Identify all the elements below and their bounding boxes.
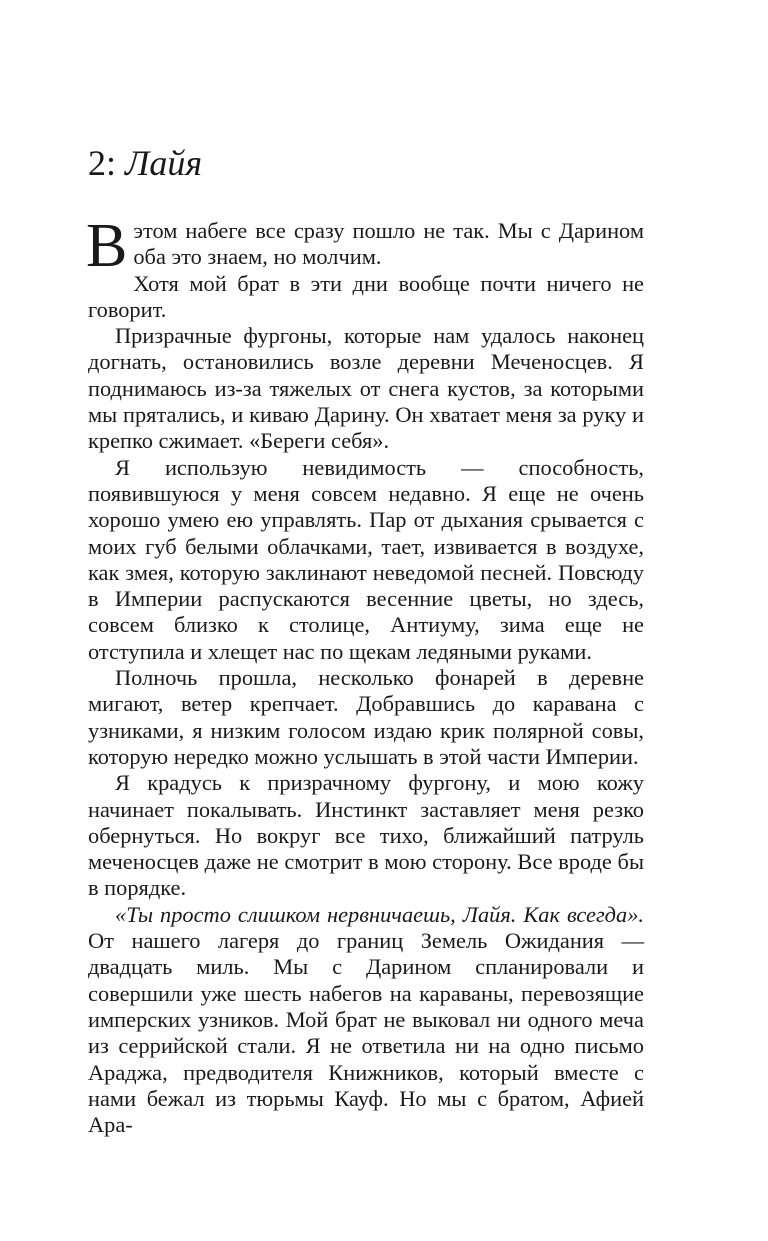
chapter-body xyxy=(86,212,644,1138)
paragraph-2 xyxy=(88,271,644,324)
paragraph-1 xyxy=(86,212,644,280)
paragraph-7 xyxy=(88,902,644,1139)
paragraph-7-text: От нашего лагеря до границ Земель Ожидания — двадцать миль. Мы с Дарином спланировали и совершили уже шесть набегов на караваны, перевозящие имперских узников. Мой брат не выковал ни одного меча из серрийской стали. Я не ответила ни на одно письмо Араджа, предводителя Книжников, который вместе с нами бежал из тюрьмы Кауф. Но мы с братом, Афией Ара- xyxy=(88,928,644,1138)
book-page xyxy=(88,0,644,1241)
paragraph-3 xyxy=(88,323,644,454)
italic-thought: «Ты просто слишком нервничаешь, Лайя. Как всегда». xyxy=(115,901,644,927)
chapter-heading xyxy=(88,143,202,183)
drop-cap: В xyxy=(86,212,128,280)
paragraph-6-text: Я крадусь к призрачному фургону, и мою кожу начинает покалывать. Инстинкт заставляет меня резко обернуться. Но вокруг все тихо, ближайший патруль меченосцев даже не смотрит в мою сторону. Все вроде бы в порядке. xyxy=(88,770,644,901)
chapter-title: Лайя xyxy=(125,143,203,183)
paragraph-4-text: Я использую невидимость — способность, появившуюся у меня совсем недавно. Я еще не очень хорошо умею ею управлять. Пар от дыхания срывается с моих губ белыми облачками, тает, извивается в воздухе, как змея, которую заклинают неведомой песней. Повсюду в Империи распускаются весенние цветы, но здесь, совсем близко к столице, Антиуму, зима еще не отступила и хлещет нас по щекам ледяными руками. xyxy=(88,454,644,664)
paragraph-2-text: Хотя мой брат в эти дни вообще почти ничего не говорит. xyxy=(88,270,644,322)
paragraph-1-text: этом набеге все сразу пошло не так. Мы с Дарином оба это знаем, но молчим. xyxy=(133,218,644,270)
paragraph-5 xyxy=(88,665,644,770)
paragraph-4 xyxy=(88,455,644,665)
paragraph-6 xyxy=(88,770,644,901)
paragraph-5-text: Полночь прошла, несколько фонарей в деревне мигают, ветер крепчает. Добравшись до каравана с узниками, я низким голосом издаю крик полярной совы, которую нередко можно услышать в этой части Империи. xyxy=(88,665,644,769)
paragraph-3-text: Призрачные фургоны, которые нам удалось наконец догнать, остановились возле деревни Меченосцев. Я поднимаюсь из-за тяжелых от снега кустов, за которыми мы прятались, и киваю Дарину. Он хватает меня за руку и крепко сжимает. «Береги себя». xyxy=(88,323,644,454)
chapter-number: 2: xyxy=(88,143,117,183)
